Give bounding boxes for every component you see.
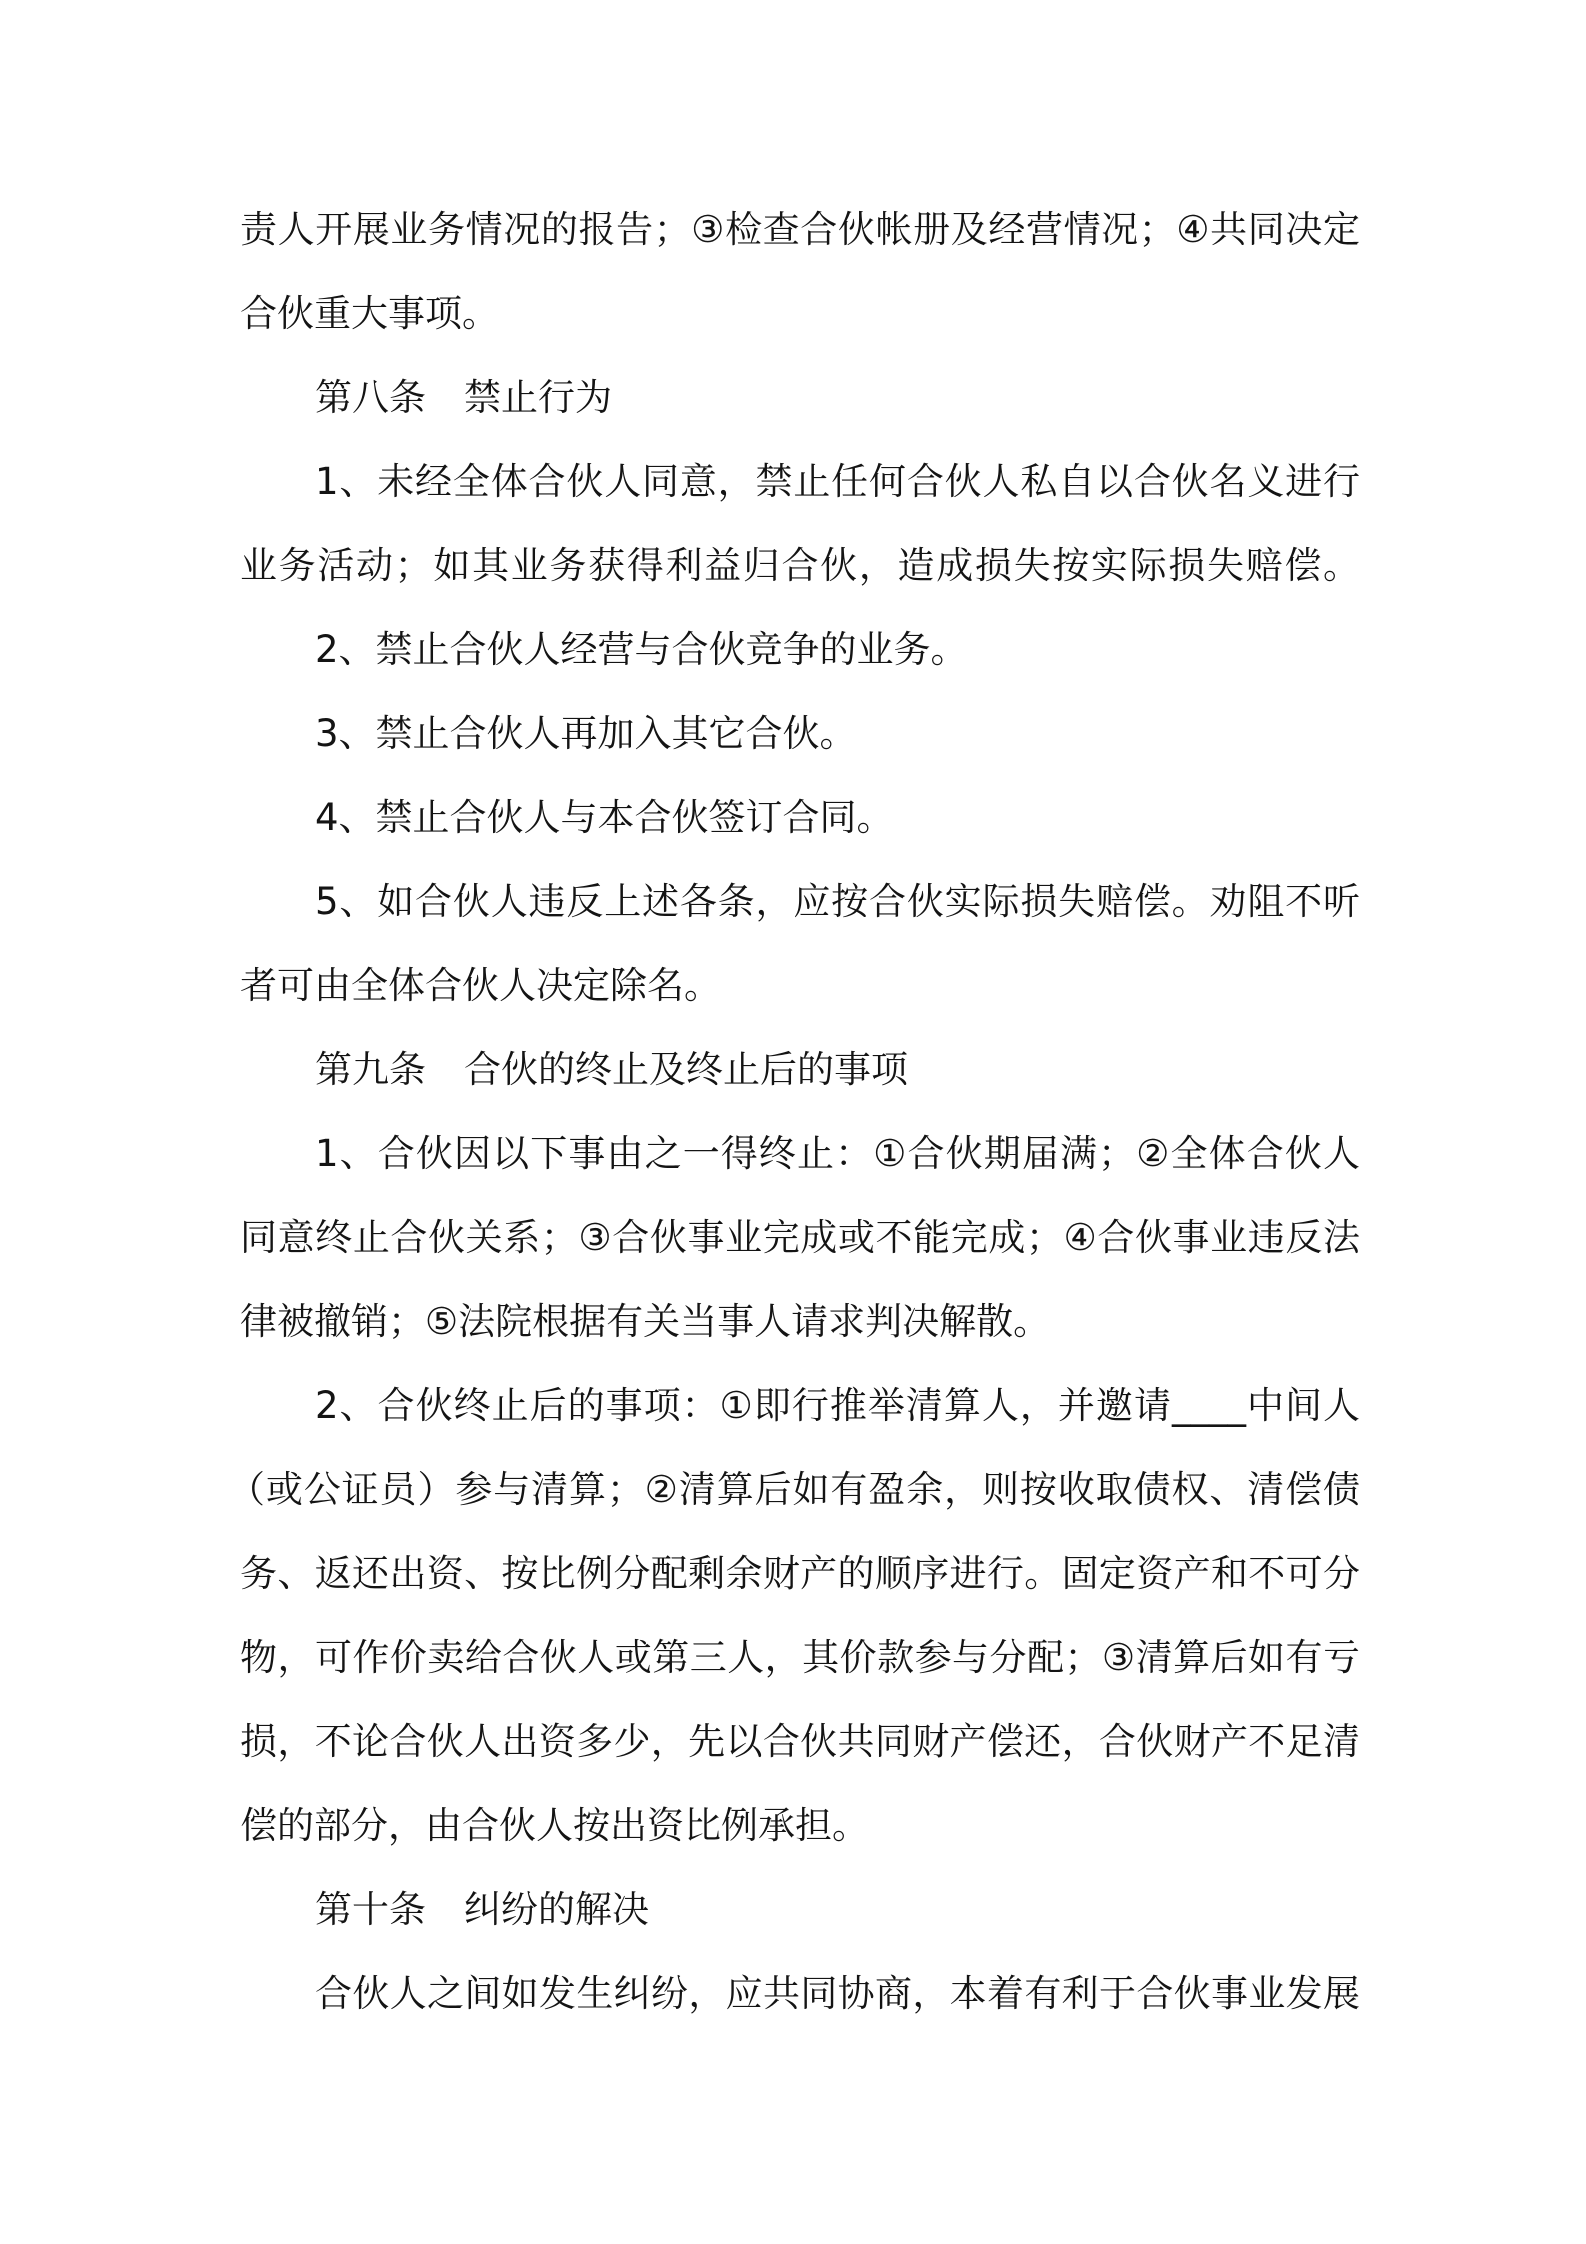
text-line: 3、禁止合伙人再加入其它合伙。 (315, 712, 857, 755)
text-line: 律被撤销；⑤法院根据有关当事人请求判决解散。 (240, 1300, 1051, 1343)
text-line: 2、禁止合伙人经营与合伙竞争的业务。 (315, 628, 968, 671)
text-line: 合伙重大事项。 (240, 292, 499, 335)
text-line: 4、禁止合伙人与本合伙签订合同。 (315, 796, 894, 839)
article-number: 第十条 (315, 1888, 426, 1931)
text-line: 1、未经全体合伙人同意，禁止任何合伙人私自以合伙名义进行 (315, 460, 1360, 503)
text-line: 偿的部分，由合伙人按出资比例承担。 (240, 1804, 869, 1847)
article-title: 禁止行为 (464, 376, 612, 419)
text-line: 合伙人之间如发生纠纷，应共同协商，本着有利于合伙事业发展 (315, 1972, 1360, 2015)
text-line: 损，不论合伙人出资多少，先以合伙共同财产偿还，合伙财产不足清 (240, 1720, 1360, 1763)
article-heading (315, 1028, 1115, 1112)
text-line: 者可由全体合伙人决定除名。 (240, 964, 721, 1007)
article-number: 第八条 (315, 376, 426, 419)
text-line: 5、如合伙人违反上述各条，应按合伙实际损失赔偿。劝阻不听 (315, 880, 1360, 923)
text-line: 1、合伙因以下事由之一得终止：①合伙期届满；②全体合伙人 (315, 1132, 1360, 1175)
text-line: 物，可作价卖给合伙人或第三人，其价款参与分配；③清算后如有亏 (240, 1636, 1360, 1679)
text-line: 同意终止合伙关系；③合伙事业完成或不能完成；④合伙事业违反法 (240, 1216, 1360, 1259)
text-line: （或公证员）参与清算；②清算后如有盈余，则按收取债权、清偿债 (228, 1468, 1360, 1511)
text-line: 务、返还出资、按比例分配剩余财产的顺序进行。固定资产和不可分 (240, 1552, 1360, 1595)
text-line: 责人开展业务情况的报告；③检查合伙帐册及经营情况；④共同决定 (240, 208, 1360, 251)
article-heading (315, 1868, 1115, 1952)
article-title: 合伙的终止及终止后的事项 (464, 1048, 908, 1091)
article-heading (315, 356, 1115, 440)
text-line: 2、合伙终止后的事项：①即行推举清算人，并邀请____中间人 (315, 1384, 1360, 1427)
article-title: 纠纷的解决 (464, 1888, 649, 1931)
text-line: 业务活动；如其业务获得利益归合伙，造成损失按实际损失赔偿。 (240, 544, 1360, 587)
article-number: 第九条 (315, 1048, 426, 1091)
